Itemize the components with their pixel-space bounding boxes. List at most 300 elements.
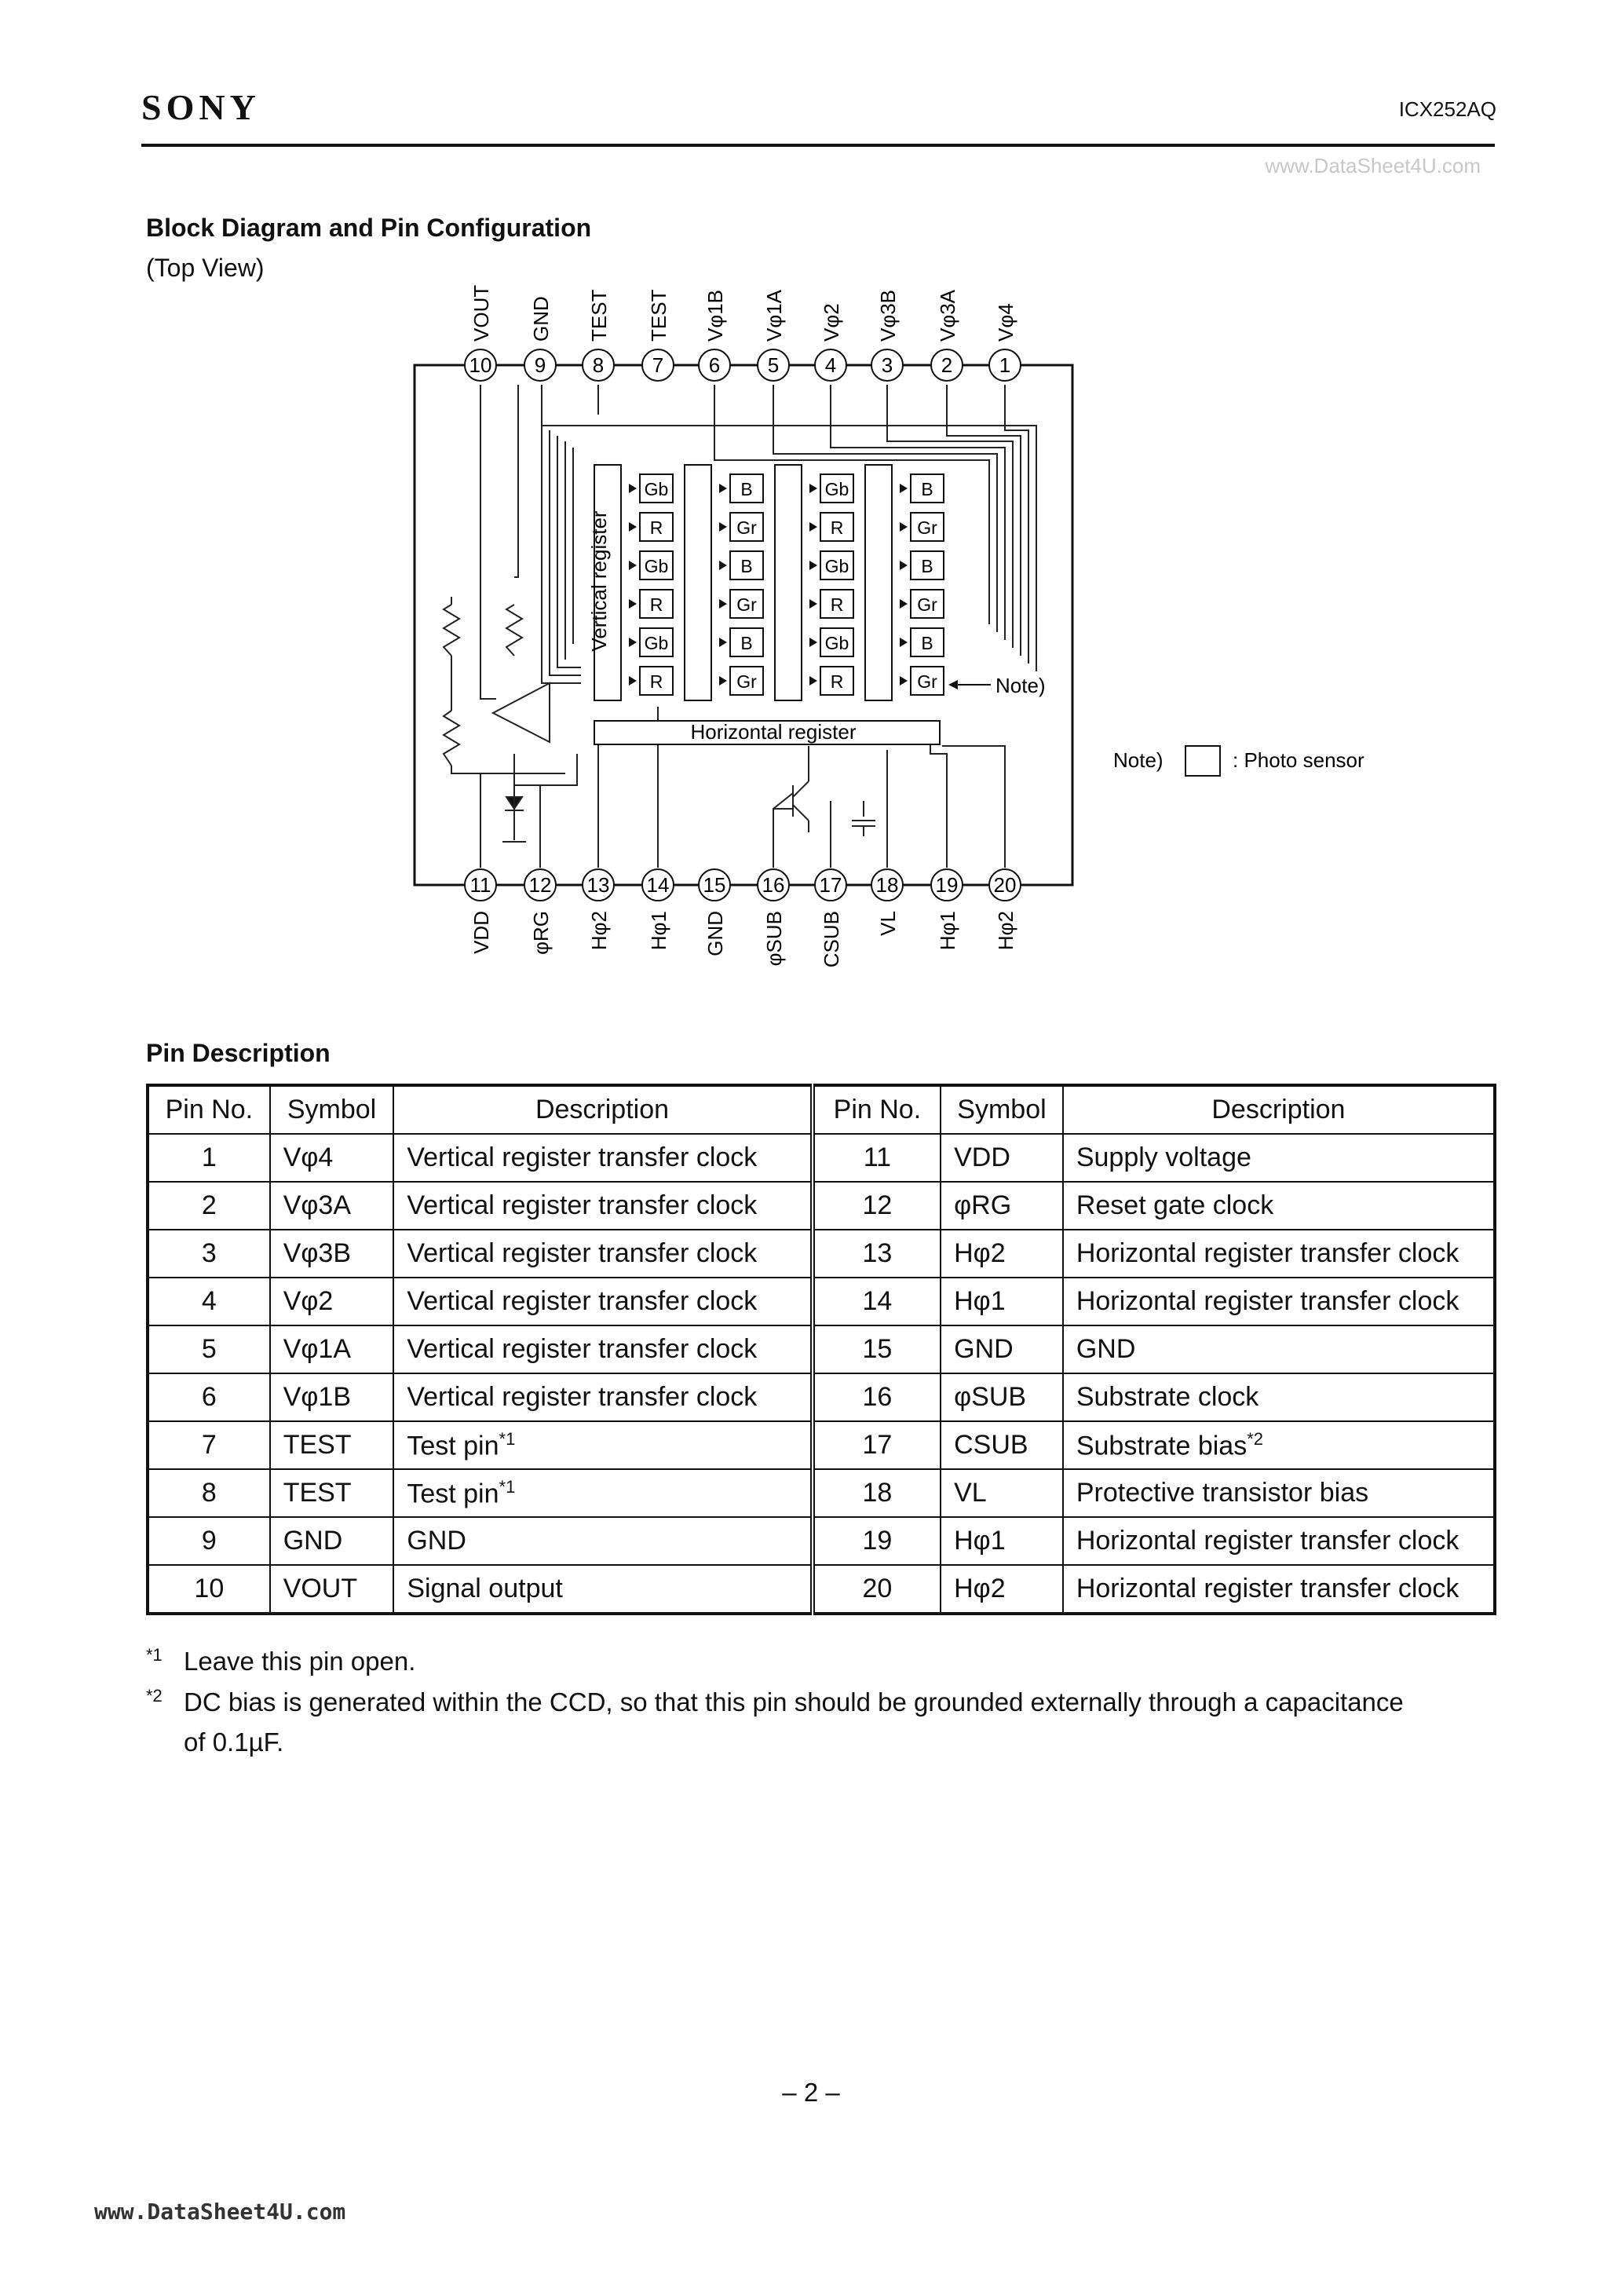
cell-label: Gb xyxy=(644,479,669,499)
pin-number-text: 20 xyxy=(862,1574,893,1603)
pin-symbol xyxy=(270,1230,394,1278)
photo-sensor-cell xyxy=(719,551,763,579)
pin-number-text: 3 xyxy=(201,1238,217,1268)
pin-description-text: Vertical register transfer clock xyxy=(407,1238,758,1268)
transfer-arrow xyxy=(629,561,637,570)
pin-description xyxy=(1063,1182,1495,1230)
pin-description-text: Vertical register transfer clock xyxy=(407,1286,758,1316)
top-pins xyxy=(465,285,1021,381)
pin-description-text: Signal output xyxy=(407,1574,563,1603)
diode-icon xyxy=(502,785,526,842)
pin-label: TEST xyxy=(587,289,611,342)
transfer-arrow xyxy=(629,638,637,647)
cell-label: B xyxy=(740,633,753,653)
pin-symbol-text: Vφ1B xyxy=(283,1382,351,1412)
transfer-arrow xyxy=(809,522,817,532)
transfer-arrow xyxy=(809,638,817,647)
pin-description-text: Horizontal register transfer clock xyxy=(1076,1238,1459,1268)
pin-symbol xyxy=(270,1278,394,1325)
top-pin xyxy=(524,296,556,381)
cell-label: Gb xyxy=(824,633,849,653)
pin-number-text: 1 xyxy=(201,1143,217,1172)
pin-label: Hφ2 xyxy=(587,911,611,951)
pin-number: 4 xyxy=(824,353,837,377)
footnote-ref: *1 xyxy=(499,1476,516,1497)
pin-symbol-text: VDD xyxy=(954,1143,1010,1172)
pin-number xyxy=(813,1421,941,1469)
bottom-pin xyxy=(931,869,963,950)
cell-label: Gr xyxy=(736,671,757,692)
pin-description xyxy=(393,1517,812,1565)
table-row xyxy=(148,1469,1495,1517)
transfer-arrow xyxy=(629,676,637,686)
pin-symbol xyxy=(941,1278,1063,1325)
transfer-arrow xyxy=(900,522,908,532)
pin-number xyxy=(148,1517,270,1565)
pin-number: 18 xyxy=(875,873,899,897)
legend-note: Note) xyxy=(1113,748,1164,772)
pin-number: 2 xyxy=(941,353,953,377)
pin-description xyxy=(393,1182,812,1230)
pin-label: VDD xyxy=(469,911,493,954)
cell-label: R xyxy=(830,517,844,538)
pin-number: 5 xyxy=(767,353,780,377)
pin-description xyxy=(1063,1373,1495,1421)
top-pin xyxy=(465,285,496,381)
header-description: Description xyxy=(393,1085,812,1134)
pin-description-text: Vertical register transfer clock xyxy=(407,1334,758,1364)
pin-label: CSUB xyxy=(820,911,843,968)
pin-number xyxy=(148,1565,270,1614)
bottom-pin xyxy=(871,869,903,936)
pin-symbol xyxy=(941,1373,1063,1421)
table-row xyxy=(148,1182,1495,1230)
cell-label: Gr xyxy=(736,517,757,538)
pin-symbol xyxy=(941,1325,1063,1373)
pin-number xyxy=(148,1325,270,1373)
brand-logo: SONY xyxy=(141,87,261,127)
pin-symbol-text: Vφ4 xyxy=(283,1143,334,1172)
header-symbol: Symbol xyxy=(270,1085,394,1134)
transfer-arrow xyxy=(900,561,908,570)
pin-label: φSUB xyxy=(762,911,786,967)
pin-number xyxy=(148,1373,270,1421)
top-pin xyxy=(931,289,963,381)
transfer-arrow xyxy=(900,638,908,647)
pin-symbol-text: GND xyxy=(283,1526,343,1556)
pin-description-title: Pin Description xyxy=(146,1039,331,1067)
photo-sensor-cell xyxy=(809,590,853,618)
pin-number xyxy=(813,1565,941,1614)
cell-label: Gb xyxy=(644,633,669,653)
cell-label: Gb xyxy=(824,556,849,576)
footnote-ref: *2 xyxy=(1247,1428,1263,1449)
photo-sensor-cell xyxy=(809,551,853,579)
pin-number xyxy=(813,1373,941,1421)
transfer-arrow xyxy=(809,599,817,609)
pin-description-text: GND xyxy=(1076,1334,1136,1364)
part-number: ICX252AQ xyxy=(1398,97,1496,121)
pin-number-text: 13 xyxy=(862,1238,893,1268)
pin-symbol xyxy=(270,1134,394,1182)
bottom-pin xyxy=(583,869,614,950)
pin-symbol xyxy=(270,1517,394,1565)
pin-number: 9 xyxy=(534,353,546,377)
photo-sensor-cell xyxy=(809,667,853,695)
table-row xyxy=(148,1230,1495,1278)
cell-label: B xyxy=(921,633,933,653)
photo-sensor-cell xyxy=(629,590,673,618)
pin-label: Vφ3B xyxy=(876,289,900,342)
pin-description xyxy=(1063,1421,1495,1469)
header-description: Description xyxy=(1063,1085,1495,1134)
pin-number-text: 5 xyxy=(201,1334,217,1364)
pin-symbol-text: GND xyxy=(954,1334,1014,1364)
pin-label: Vφ2 xyxy=(820,303,843,342)
pin-label: φRG xyxy=(529,911,553,955)
transfer-arrow xyxy=(629,599,637,609)
pin-number-text: 11 xyxy=(863,1143,892,1172)
photo-sensor-cell xyxy=(900,628,944,656)
pin-symbol-text: φRG xyxy=(954,1190,1012,1220)
footnote-2 xyxy=(146,1676,1404,1723)
watermark-bottom: www.DataSheet4U.com xyxy=(94,2199,346,2225)
resistor-icons xyxy=(444,605,522,766)
top-pin xyxy=(989,303,1021,381)
pin-number: 20 xyxy=(993,873,1017,897)
pin-description xyxy=(1063,1134,1495,1182)
pin-description-text: Test pin xyxy=(407,1479,499,1509)
pin-description xyxy=(393,1325,812,1373)
pin-symbol-text: CSUB xyxy=(954,1430,1028,1460)
horizontal-register-label: Horizontal register xyxy=(690,720,857,744)
transfer-arrow xyxy=(900,484,908,493)
photo-sensor-cell xyxy=(900,667,944,695)
pin-label: GND xyxy=(703,911,727,956)
pin-number: 7 xyxy=(652,353,664,377)
footnote-1-mark: *1 xyxy=(146,1645,163,1665)
pin-number: 12 xyxy=(528,873,552,897)
pin-number-text: 6 xyxy=(201,1382,217,1412)
routing-lines xyxy=(451,385,1036,868)
transfer-arrow xyxy=(900,599,908,609)
pin-description-text: Horizontal register transfer clock xyxy=(1076,1286,1459,1316)
transfer-arrow xyxy=(809,561,817,570)
pin-label: Hφ2 xyxy=(994,911,1017,951)
photo-sensor-cell xyxy=(809,513,853,541)
bottom-pin xyxy=(758,869,789,966)
pin-symbol-text: Hφ2 xyxy=(954,1574,1006,1603)
transfer-arrow xyxy=(629,522,637,532)
pin-number-text: 14 xyxy=(862,1286,893,1316)
header-pin-no: Pin No. xyxy=(148,1085,270,1134)
pin-number xyxy=(148,1230,270,1278)
transfer-arrow xyxy=(719,599,727,609)
pin-symbol-text: Hφ1 xyxy=(954,1526,1006,1556)
pin-number-text: 19 xyxy=(862,1526,893,1556)
pin-symbol-text: Hφ2 xyxy=(954,1238,1006,1268)
cell-label: B xyxy=(740,479,753,499)
pin-number xyxy=(813,1469,941,1517)
pin-number-text: 9 xyxy=(201,1526,217,1556)
pin-description xyxy=(393,1278,812,1325)
cell-label: B xyxy=(921,556,933,576)
pin-description-text: Vertical register transfer clock xyxy=(407,1382,758,1412)
pin-symbol xyxy=(270,1182,394,1230)
pin-symbol-text: VOUT xyxy=(283,1574,358,1603)
pin-number: 15 xyxy=(703,873,726,897)
pin-description xyxy=(1063,1230,1495,1278)
bottom-pin xyxy=(815,869,846,967)
transfer-arrow xyxy=(719,638,727,647)
transfer-arrow xyxy=(809,676,817,686)
pin-symbol xyxy=(270,1325,394,1373)
pin-label: Vφ4 xyxy=(994,303,1017,342)
pin-description-text: Vertical register transfer clock xyxy=(407,1190,758,1220)
pin-symbol-text: φSUB xyxy=(954,1382,1027,1412)
pin-symbol xyxy=(941,1565,1063,1614)
pin-number-text: 7 xyxy=(201,1430,217,1460)
pin-description xyxy=(393,1565,812,1614)
top-pin xyxy=(758,289,789,381)
pin-number-text: 10 xyxy=(194,1574,225,1603)
cell-label: R xyxy=(830,671,844,692)
table-row xyxy=(148,1421,1495,1469)
pin-number-text: 8 xyxy=(201,1478,217,1508)
pin-label: Vφ1A xyxy=(762,289,786,342)
photo-sensor-cell xyxy=(809,474,853,503)
pin-label: VOUT xyxy=(469,284,493,342)
table-row xyxy=(148,1565,1495,1614)
photo-sensor-cell xyxy=(629,628,673,656)
pin-symbol xyxy=(941,1517,1063,1565)
vertical-register-column xyxy=(865,465,892,700)
footnote-2-continued: of 0.1µF. xyxy=(184,1727,284,1757)
table-header-row xyxy=(148,1085,1495,1134)
pin-symbol xyxy=(270,1469,394,1517)
pin-number xyxy=(813,1230,941,1278)
pin-description-text: Test pin xyxy=(407,1431,499,1461)
pin-symbol-text: Vφ3A xyxy=(283,1190,351,1220)
pin-number-text: 12 xyxy=(862,1190,893,1220)
pin-number xyxy=(148,1182,270,1230)
transfer-arrow xyxy=(629,484,637,493)
table-row xyxy=(148,1134,1495,1182)
pin-label: Hφ1 xyxy=(647,911,670,951)
pin-description xyxy=(1063,1517,1495,1565)
top-pin xyxy=(642,289,674,381)
pin-label: VL xyxy=(876,911,900,936)
pin-number: 3 xyxy=(881,353,893,377)
diagram-title: Block Diagram and Pin Configuration xyxy=(146,214,592,242)
pin-description-text: GND xyxy=(407,1526,466,1556)
pin-symbol xyxy=(941,1230,1063,1278)
pin-symbol xyxy=(941,1182,1063,1230)
table-row xyxy=(148,1373,1495,1421)
photo-sensor-cell xyxy=(719,628,763,656)
cell-label: R xyxy=(830,594,844,615)
pin-symbol xyxy=(270,1373,394,1421)
pin-number-text: 2 xyxy=(201,1190,217,1220)
pin-label: TEST xyxy=(647,289,670,342)
transfer-arrow xyxy=(809,484,817,493)
cell-label: Gr xyxy=(917,517,937,538)
pin-number: 17 xyxy=(819,873,842,897)
pin-description-text: Supply voltage xyxy=(1076,1143,1251,1172)
pin-symbol-text: VL xyxy=(954,1478,987,1508)
pin-description xyxy=(393,1373,812,1421)
pin-number xyxy=(813,1134,941,1182)
pin-description-text: Substrate bias xyxy=(1076,1431,1248,1461)
pin-description xyxy=(1063,1469,1495,1517)
pin-symbol xyxy=(941,1469,1063,1517)
pin-label: Vφ3A xyxy=(936,289,959,342)
pin-description xyxy=(393,1134,812,1182)
pin-number xyxy=(148,1134,270,1182)
pin-number xyxy=(813,1278,941,1325)
pin-label: Hφ1 xyxy=(936,911,959,951)
photo-sensor-cell xyxy=(900,513,944,541)
cell-label: B xyxy=(740,556,753,576)
photo-sensor-cell xyxy=(629,551,673,579)
footnote-ref: *1 xyxy=(499,1428,516,1449)
legend-text: : Photo sensor xyxy=(1233,748,1364,772)
pin-symbol xyxy=(941,1134,1063,1182)
vertical-register-label: Vertical register xyxy=(587,510,611,652)
pin-number-text: 15 xyxy=(862,1334,893,1364)
cell-label: Gb xyxy=(824,479,849,499)
pin-number: 14 xyxy=(646,873,670,897)
pin-description xyxy=(393,1421,812,1469)
transfer-arrow xyxy=(719,561,727,570)
photo-sensor-cell xyxy=(900,551,944,579)
footnote-2-text: DC bias is generated within the CCD, so that this pin should be grounded externally through a capacitance xyxy=(184,1687,1404,1717)
photo-sensor-cell xyxy=(719,513,763,541)
pin-symbol-text: Vφ3B xyxy=(283,1238,351,1268)
header-symbol: Symbol xyxy=(941,1085,1063,1134)
pin-number: 16 xyxy=(762,873,785,897)
photo-sensor-cell xyxy=(719,667,763,695)
pin-number: 6 xyxy=(708,353,721,377)
pin-description-text: Vertical register transfer clock xyxy=(407,1143,758,1172)
pin-number: 8 xyxy=(592,353,605,377)
pin-symbol-text: Hφ1 xyxy=(954,1286,1006,1316)
pin-number-text: 16 xyxy=(862,1382,893,1412)
pin-label: GND xyxy=(529,296,553,342)
pin-description xyxy=(1063,1325,1495,1373)
photo-sensor-cell xyxy=(629,474,673,503)
note-arrow-label: Note) xyxy=(995,674,1046,697)
pin-symbol xyxy=(270,1565,394,1614)
bottom-pin xyxy=(465,869,496,954)
transfer-arrow xyxy=(719,676,727,686)
bottom-pin xyxy=(524,869,556,955)
pin-description-text: Reset gate clock xyxy=(1076,1190,1274,1220)
table-row xyxy=(148,1278,1495,1325)
block-diagram xyxy=(0,0,1622,997)
cell-label: Gb xyxy=(644,556,669,576)
pin-description-text: Protective transistor bias xyxy=(1076,1478,1369,1508)
pin-number-text: 4 xyxy=(201,1286,217,1316)
amplifier-icon xyxy=(493,683,550,742)
pin-number xyxy=(813,1325,941,1373)
pin-number-text: 18 xyxy=(862,1478,893,1508)
diagram-subtitle: (Top View) xyxy=(146,254,265,282)
pin-number xyxy=(148,1278,270,1325)
pin-description-text: Substrate clock xyxy=(1076,1382,1259,1412)
cell-label: Gr xyxy=(736,594,757,615)
pin-description xyxy=(1063,1565,1495,1614)
vertical-register-column xyxy=(775,465,802,700)
pin-symbol xyxy=(941,1421,1063,1469)
vertical-register-column xyxy=(685,465,711,700)
table-row xyxy=(148,1325,1495,1373)
top-pin xyxy=(815,303,846,381)
pin-description xyxy=(393,1469,812,1517)
cell-label: R xyxy=(649,671,663,692)
photo-sensor-cell xyxy=(900,590,944,618)
pin-number: 11 xyxy=(469,873,491,897)
photo-sensor-cell xyxy=(719,590,763,618)
pin-symbol-text: TEST xyxy=(283,1478,352,1508)
pin-description xyxy=(1063,1278,1495,1325)
pin-label: Vφ1B xyxy=(703,289,727,342)
top-pin xyxy=(871,290,903,381)
page-number: – 2 – xyxy=(782,2078,840,2107)
watermark-top: www.DataSheet4U.com xyxy=(1265,154,1481,177)
table-row xyxy=(148,1517,1495,1565)
pin-description-text: Horizontal register transfer clock xyxy=(1076,1526,1459,1556)
pin-symbol xyxy=(270,1421,394,1469)
legend-photo-sensor-box xyxy=(1185,746,1220,776)
pin-symbol-text: TEST xyxy=(283,1430,352,1460)
photo-sensor-cell xyxy=(629,513,673,541)
pin-description xyxy=(393,1230,812,1278)
bottom-pin xyxy=(699,869,730,956)
bottom-pin xyxy=(642,869,674,950)
pin-description-text: Horizontal register transfer clock xyxy=(1076,1574,1459,1603)
top-pin xyxy=(583,289,614,381)
cell-label: R xyxy=(649,594,663,615)
pin-symbol-text: Vφ1A xyxy=(283,1334,351,1364)
transfer-arrow xyxy=(719,522,727,532)
cell-label: B xyxy=(921,479,933,499)
pin-number: 13 xyxy=(586,873,610,897)
transfer-arrow xyxy=(900,676,908,686)
pin-number: 1 xyxy=(999,353,1011,377)
footnote-1 xyxy=(146,1635,415,1682)
pin-number xyxy=(148,1469,270,1517)
transfer-arrow xyxy=(719,484,727,493)
pin-number xyxy=(813,1517,941,1565)
pin-number xyxy=(813,1182,941,1230)
pin-description-table xyxy=(146,1084,1496,1615)
pin-number: 10 xyxy=(469,353,492,377)
footnote-1-text: Leave this pin open. xyxy=(184,1647,416,1676)
pin-number xyxy=(148,1421,270,1469)
photo-sensor-cell xyxy=(809,628,853,656)
top-pin xyxy=(699,290,730,381)
cell-label: Gr xyxy=(917,594,937,615)
header-pin-no: Pin No. xyxy=(813,1085,941,1134)
cell-label: R xyxy=(649,517,663,538)
photo-sensor-cell xyxy=(719,474,763,503)
pin-number: 19 xyxy=(935,873,959,897)
cell-label: Gr xyxy=(917,671,937,692)
photo-sensor-cell xyxy=(900,474,944,503)
pin-symbol-text: Vφ2 xyxy=(283,1286,334,1316)
pin-number-text: 17 xyxy=(862,1430,893,1460)
